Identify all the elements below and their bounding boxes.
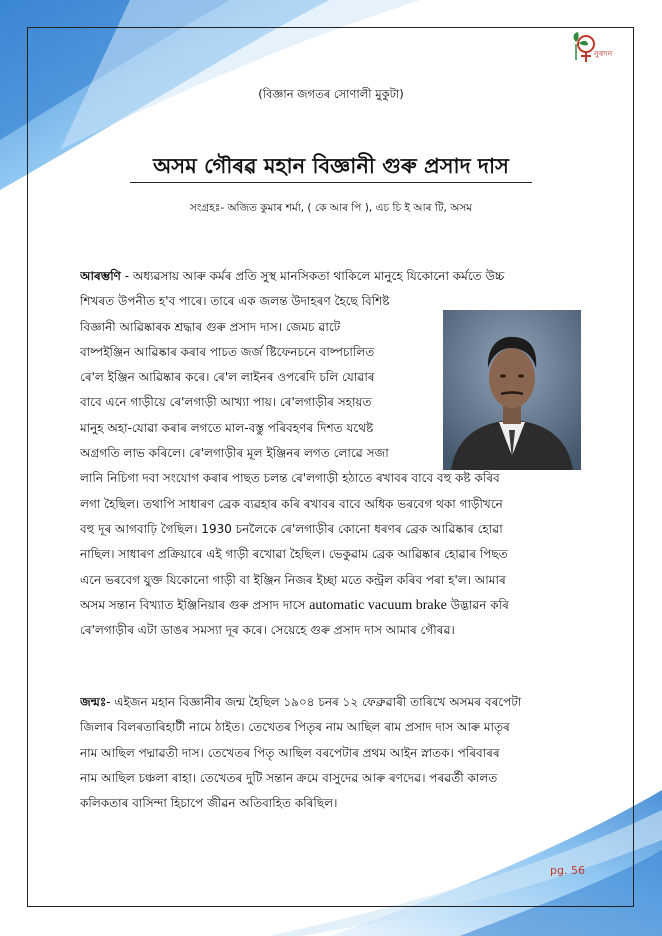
- page-number: pg. 56: [550, 864, 585, 877]
- text-line: জিলাৰ বিলৰতাৰিহাটী নামে ঠাইত। তেখেতৰ পিতৃৰ নাম আছিল ৰাম প্ৰসাদ দাস আৰু মাতৃৰ: [80, 720, 510, 735]
- article-byline: সংগ্ৰহঃ- অজিত কুমাৰ শৰ্মা, ( কে আৰ পি ), এচ চি ই আৰ টি, অসম: [189, 202, 473, 214]
- text-line: লগা হৈছিল। তথাপি সাধাৰণ ব্ৰেক ব্যৱহাৰ কৰি ৰখাবৰ বাবে অধিক ভৰবেগ থকা গাড়ীখনে: [80, 496, 503, 511]
- text-line: মানুহ অহা-যোৱা কৰাৰ লগতে মাল-বস্তু পৰিবহণৰ দিশত যথেষ্ট: [80, 420, 374, 435]
- text-line: নাছিল। সাধাৰণ প্ৰক্ৰিয়াৰে এই গাড়ী ৰখোৱা হৈছিল। ভেকুৱাম ব্ৰেক আৱিষ্কাৰ হোৱাৰ পিছত: [80, 547, 508, 562]
- text-line: বিজ্ঞানী আৱিষ্কাৰক শ্ৰদ্ধাৰ গুৰু প্ৰসাদ দাস। জেমচ ৱাটে: [80, 319, 341, 334]
- text-line: নাম আছিল পদ্মাৱতী দাস। তেখেতৰ পিতৃ আছিল বৰপেটাৰ প্ৰথম আইন স্নাতক। পৰিবাৰৰ: [80, 745, 500, 760]
- text-line: লানি নিচিগা দবা সংযোগ কৰাৰ পাছত চলন্ত ৰে'লগাড়ী হঠাতে ৰখাবৰ বাবে বহু কষ্ট কৰিব: [80, 471, 500, 486]
- intro-label: আৰম্ভণি: [80, 269, 121, 283]
- text-line: বাষ্পইঞ্জিন আৱিষ্কাৰ কৰাৰ পাচত জৰ্জ ষ্টিফেনচনে বাষ্পচালিত: [80, 344, 375, 359]
- text-line: [80, 593, 583, 618]
- logo-text: নুৰদন: [594, 49, 613, 58]
- text-line: কলিকতাৰ বাসিন্দা হিচাপে জীৱন অতিবাহিত কৰিছিল।: [80, 796, 338, 811]
- text-line: ৰে'লগাড়ীৰ এটা ডাঙৰ সমস্যা দূৰ কৰে। সেয়েহে গুৰু প্ৰসাদ দাস আমাৰ গৌৰৱ।: [80, 623, 455, 638]
- text-line: ৰে'ল ইঞ্জিন আৱিষ্কাৰ কৰে। ৰে'ল লাইনৰ ওপৰেদি চলি যোৱাৰ: [80, 370, 375, 385]
- article-title: অসম গৌৰৱ মহান বিজ্ঞানী গুৰু প্ৰসাদ দাস: [153, 154, 509, 178]
- text-line: অগ্ৰগতি লাভ কৰিলে। ৰে'লগাড়ীৰ মূল ইঞ্জিনৰ লগত লোৱে সজা: [80, 446, 389, 461]
- text-line: বহু দূৰ আগবাঢ়ি গৈছিল। 1930 চনলৈকে ৰে'লগাড়ীৰ কোনো ধৰণৰ ব্ৰেক আৱিষ্কাৰ হোৱা: [80, 521, 503, 536]
- text-line: বাবে এনে গাড়ীয়ে ৰে'লগাড়ী আখ্যা পায়। ৰে'লগাড়ীৰ সহায়ত: [80, 395, 372, 410]
- birth-label: জন্মঃ: [80, 695, 107, 709]
- title-underline: [130, 182, 532, 183]
- intro-paragraph: [80, 264, 583, 643]
- text-line-content: - এইজন মহান বিজ্ঞানীৰ জন্ম হৈছিল ১৯০৪ চনৰ ১২ ফেব্ৰুৱাৰী তাৰিখে অসমৰ বৰপেটা: [106, 695, 522, 709]
- latin-term: automatic vacuum brake: [309, 597, 447, 613]
- text-line: নাম আছিল চঞ্চলা ৰাহা। তেখেতৰ দুটি সন্তান ক্ৰমে বাসুদেৱ আৰু ৰণদেৱ। পৰৱৰ্তী কালত: [80, 770, 498, 785]
- text-line: [80, 690, 583, 715]
- page-subtitle: (বিজ্ঞান জগতৰ সোণালী মুকুটা): [258, 87, 404, 101]
- text-line-content: - অধ্যৱসায় আৰু কৰ্মৰ প্ৰতি সুস্থ মানসিকতা থাকিলে মানুহে যিকোনো কৰ্মতে উচ্চ: [120, 269, 505, 283]
- text-line: শিখৰত উপনীত হ'ব পাৰে। তাৰে এক জলন্ত উদাহৰণ হৈছে বিশিষ্ট: [80, 294, 390, 309]
- birth-paragraph: [80, 690, 583, 816]
- text-line-content: অসম সন্তান বিখ্যাত ইঞ্জিনিয়াৰ গুৰু প্ৰসাদ দাসে: [80, 597, 310, 612]
- text-line: এনে ভৰবেগ যুক্ত যিকোনো গাড়ী বা ইঞ্জিন নিজৰ ইচ্ছা মতে কন্ট্ৰল কৰিব পৰা হ'ল। আমাৰ: [80, 572, 506, 587]
- text-line-content: উদ্ভাৱন কৰি: [446, 597, 509, 612]
- text-line: [80, 264, 583, 289]
